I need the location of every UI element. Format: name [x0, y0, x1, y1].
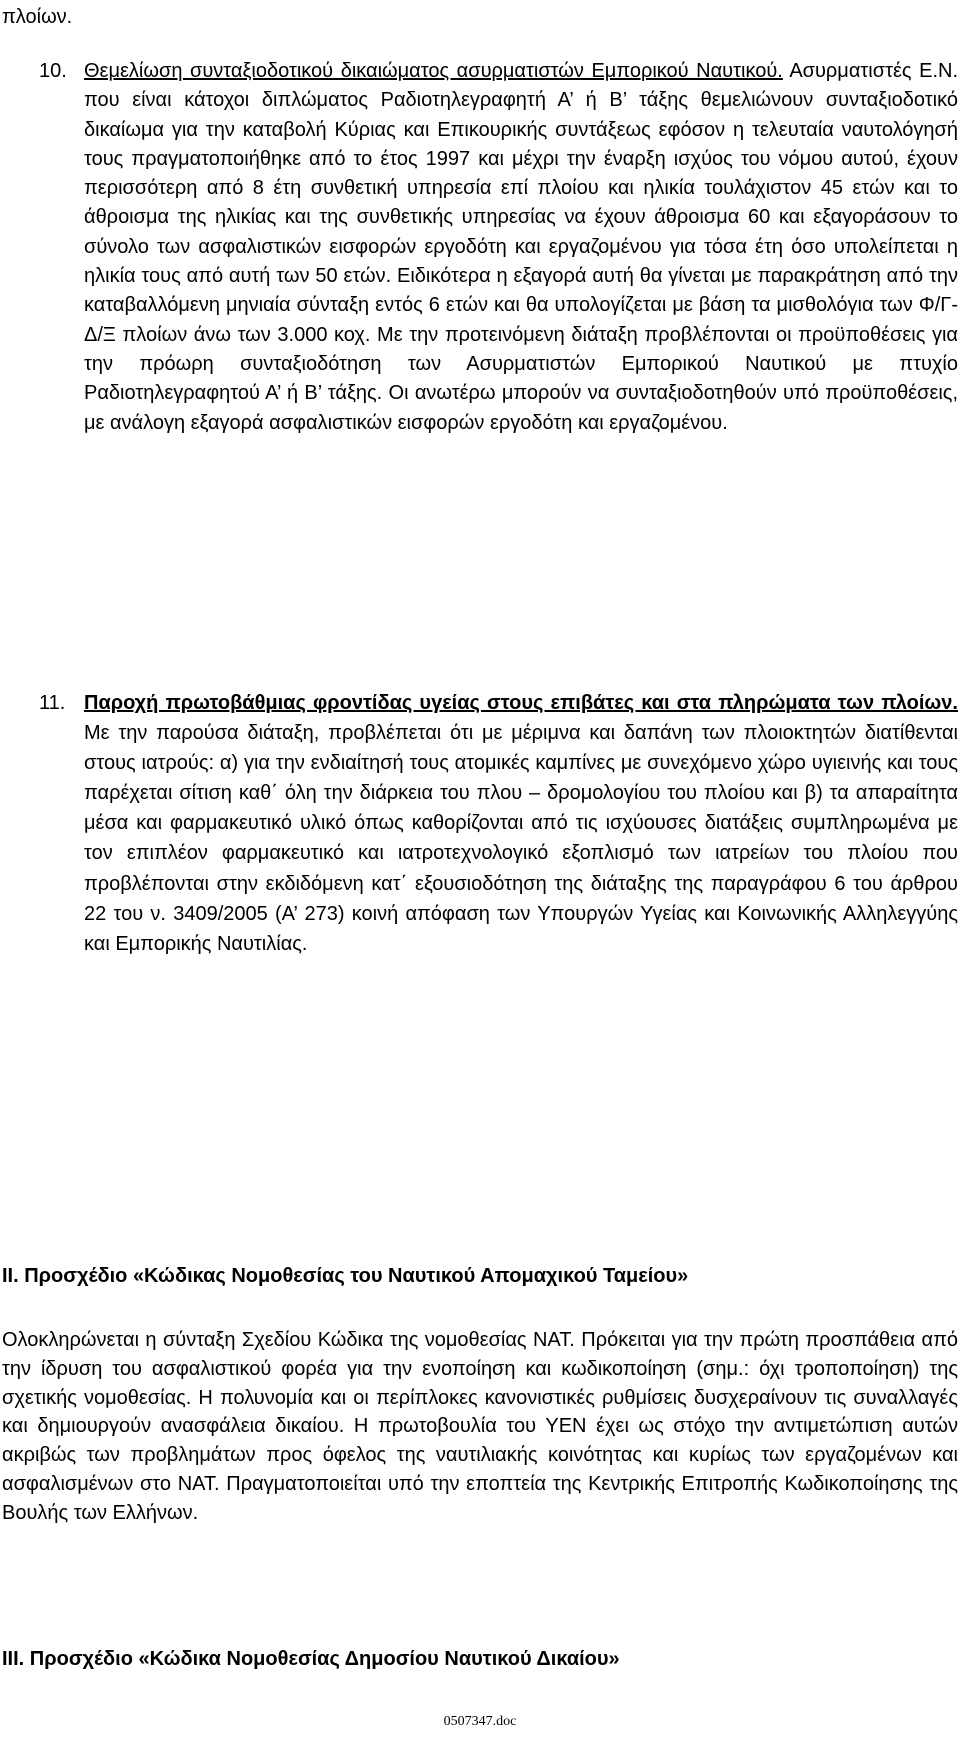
section-10-number: 10. [39, 60, 67, 82]
section-10 [39, 57, 959, 438]
part-2-heading: ΙΙ. Προσχέδιο «Κώδικας Νομοθεσίας του Ναυτικού Απομαχικού Ταμείου» [2, 1265, 689, 1287]
page-footer-filename: 0507347.doc [443, 1714, 517, 1729]
section-11-heading: Παροχή πρωτοβάθμιας φροντίδας υγείας στους επιβάτες και στα πληρώματα των πλοίων. [84, 692, 958, 714]
section-10-heading: Θεμελίωση συνταξιοδοτικού δικαιώματος ασυρματιστών Εμπορικού Ναυτικού. [84, 60, 783, 82]
continued-text: πλοίων. [2, 6, 73, 28]
section-11-number: 11. [39, 692, 66, 714]
section-11-text: Με την παρούσα διάταξη, προβλέπεται ότι με μέριμνα και δαπάνη των πλοιοκτητών διατίθενται στους ιατρούς: α) για την ενδιαίτησή τους ατομικές καμπίνες με συνεχόμενο χώρο υγιεινής και τους παρέχεται σίτιση καθ΄ όλη την διάρκεια του πλου – δρομολογίου του πλοίου και β) τα απαραίτητα μέσα και φαρμακευτικό υλικό όπως καθορίζονται από τις ισχύουσες διατάξεις συμπληρωμένα με τον επιπλέον φαρμακευτικό και ιατροτεχνολογικό εξοπλισμό των ιατρείων του πλοίου που προβλέπονται στην εκδιδόμενη κατ΄ εξουσιοδότηση της διάταξης της παραγράφου 6 του άρθρου 22 του ν. 3409/2005 (Α’ 273) κοινή απόφαση των Υπουργών Υγείας και Κοινωνικής Αλληλεγγύης και Εμπορικής Ναυτιλίας. [84, 722, 958, 955]
section-11 [39, 688, 958, 959]
section-10-text: Ασυρματιστές Ε.Ν. που είναι κάτοχοι διπλώματος Ραδιοτηλεγραφητή Α’ ή Β’ τάξης θεμελιώνουν συνταξιοδοτικό δικαίωμα για την καταβολή Κύριας και Επικουρικής συντάξεως εφόσον η τελευταία ναυτολόγησή τους πραγματοποιήθηκε από το έτος 1997 και μέχρι την έναρξη ισχύος του νόμου αυτού, έχουν περισσότερη από 8 έτη συνθετική υπηρεσία επί πλοίου και ηλικία τουλάχιστον 45 ετών και το άθροισμα της ηλικίας και της συνθετικής υπηρεσίας να έχουν άθροισμα 60 και εξαγοράσουν το σύνολο των ασφαλιστικών εισφορών εργοδότη και εργαζομένου για τόσα έτη όσο υπολείπεται η ηλικία τους από αυτή των 50 ετών. Ειδικότερα η εξαγορά αυτή θα γίνεται με παρακράτηση από την καταβαλλόμενη μηνιαία σύνταξη εντός 6 ετών και θα υπολογίζεται με βάση τα μισθολόγια των Φ/Γ-Δ/Ξ πλοίων άνω των 3.000 κοχ. Με την προτεινόμενη διάταξη προβλέπονται οι προϋποθέσεις για την πρόωρη συνταξιοδότηση των Ασυρματιστών Εμπορικού Ναυτικού με πτυχίο Ραδιοτηλεγραφητού Α’ ή Β’ τάξης. Οι ανωτέρω μπορούν να συνταξιοδοτηθούν υπό προϋποθέσεις, με ανάλογη εξαγορά ασφαλιστικών εισφορών εργοδότη και εργαζομένου. [84, 60, 959, 434]
part-2-text: Ολοκληρώνεται η σύνταξη Σχεδίου Κώδικα της νομοθεσίας ΝΑΤ. Πρόκειται για την πρώτη προσπάθεια από την ίδρυση του ασφαλιστικού φορέα για την ενοποίηση και κωδικοποίηση (σημ.: όχι τροποποίηση) της σχετικής νομοθεσίας. Η πολυνομία και οι περίπλοκες κανονιστικές ρυθμίσεις δυσχεραίνουν τις συναλλαγές και δημιουργούν ανασφάλεια δικαίου. Η πρωτοβουλία του ΥΕΝ έχει ως στόχο την αντιμετώπιση αυτών ακριβώς των προβλημάτων προς όφελος της ναυτιλιακής κοινότητας και κυρίως των εργαζομένων και ασφαλισμένων στο ΝΑΤ. Πραγματοποιείται υπό την εποπτεία της Κεντρικής Επιτροπής Κωδικοποίησης της Βουλής των Ελλήνων. [2, 1329, 958, 1524]
part-3-heading: ΙΙΙ. Προσχέδιο «Κώδικα Νομοθεσίας Δημοσίου Ναυτικού Δικαίου» [2, 1648, 620, 1670]
